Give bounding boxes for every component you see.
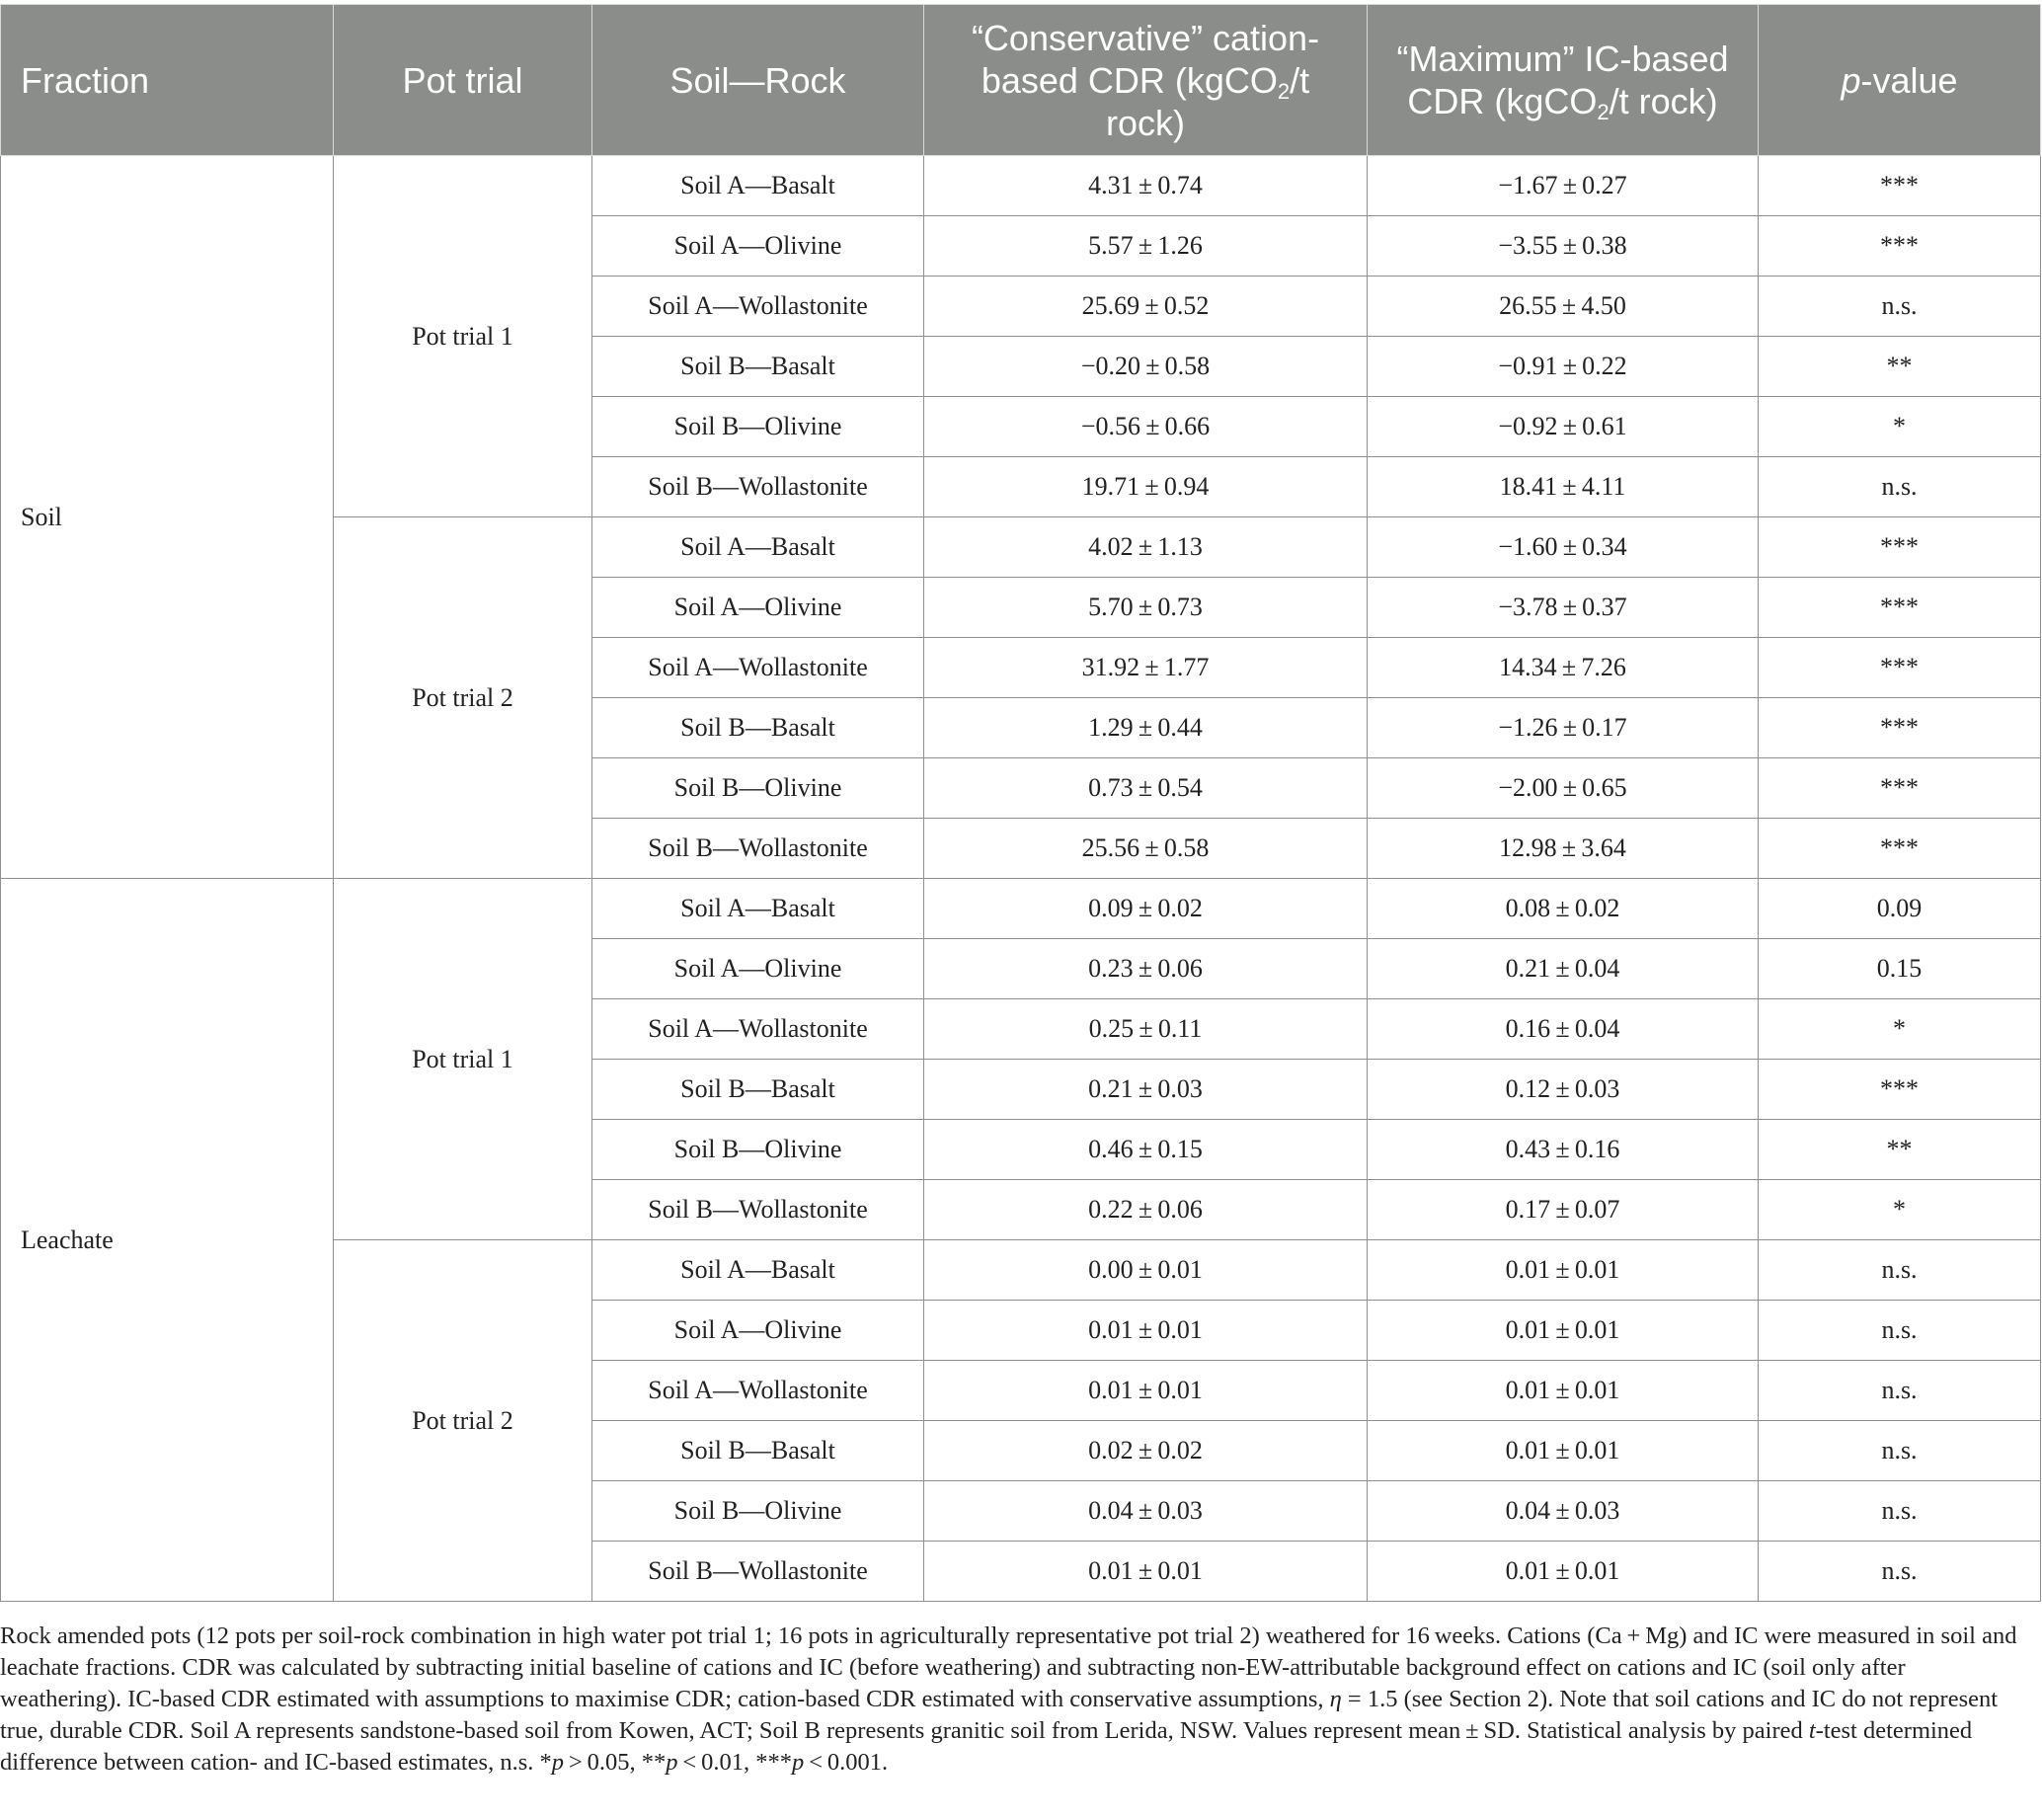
footnote-eta: η	[1329, 1686, 1342, 1712]
ic-cdr-cell: −0.91 ± 0.22	[1368, 337, 1759, 397]
p-value-cell: n.s.	[1759, 1542, 2041, 1602]
pot-trial-cell: Pot trial 2	[334, 517, 592, 879]
footnote-part5: < 0.01, ***	[677, 1749, 793, 1776]
p-value-cell: ***	[1759, 819, 2041, 879]
p-value-cell: n.s.	[1759, 457, 2041, 517]
soil-rock-cell: Soil B—Olivine	[592, 1120, 924, 1180]
soil-rock-cell: Soil A—Basalt	[592, 1240, 924, 1301]
soil-rock-cell: Soil A—Wollastonite	[592, 1361, 924, 1421]
ic-cdr-cell: 14.34 ± 7.26	[1368, 638, 1759, 698]
p-value-cell: ***	[1759, 758, 2041, 819]
cation-cdr-cell: 0.01 ± 0.01	[924, 1361, 1368, 1421]
cation-cdr-cell: 25.56 ± 0.58	[924, 819, 1368, 879]
soil-rock-cell: Soil A—Olivine	[592, 578, 924, 638]
ic-cdr-cell: 0.01 ± 0.01	[1368, 1301, 1759, 1361]
footnote-p3: p	[792, 1749, 805, 1776]
cation-cdr-cell: 0.25 ± 0.11	[924, 999, 1368, 1060]
table-header	[1, 5, 2041, 156]
ic-cdr-cell: −3.55 ± 0.38	[1368, 216, 1759, 277]
soil-rock-cell: Soil A—Wollastonite	[592, 638, 924, 698]
p-value-cell: ***	[1759, 216, 2041, 277]
soil-rock-cell: Soil A—Olivine	[592, 216, 924, 277]
ic-cdr-cell: 0.12 ± 0.03	[1368, 1060, 1759, 1120]
p-value-cell: **	[1759, 337, 2041, 397]
cation-cdr-cell: −0.20 ± 0.58	[924, 337, 1368, 397]
fraction-cell: Soil	[1, 156, 334, 879]
p-value-cell: ***	[1759, 578, 2041, 638]
ic-cdr-cell: 0.01 ± 0.01	[1368, 1542, 1759, 1602]
cation-cdr-cell: 19.71 ± 0.94	[924, 457, 1368, 517]
ic-cdr-cell: 0.43 ± 0.16	[1368, 1120, 1759, 1180]
soil-rock-cell: Soil B—Basalt	[592, 337, 924, 397]
soil-rock-cell: Soil A—Basalt	[592, 517, 924, 578]
footnote-part2: = 1.5 (see Section 2). Note that soil cations and IC do not represent true, durable CDR. Soil A represents sandstone-based soil from Kowen, ACT; Soil B represents granitic soil from Lerida, NSW. Values represent mean ± SD. Statistical analysis by paired	[0, 1686, 1999, 1744]
soil-rock-cell: Soil B—Wollastonite	[592, 457, 924, 517]
header-p-value	[1759, 5, 2041, 156]
pot-trial-cell: Pot trial 1	[334, 156, 592, 517]
footnote-p1: p	[551, 1749, 565, 1776]
soil-rock-cell: Soil B—Basalt	[592, 1421, 924, 1481]
soil-rock-cell: Soil A—Basalt	[592, 879, 924, 939]
soil-rock-cell: Soil B—Olivine	[592, 1481, 924, 1542]
footnote-t: t	[1808, 1717, 1816, 1744]
footnote-p2: p	[666, 1749, 678, 1776]
p-value-cell: n.s.	[1759, 1421, 2041, 1481]
table-container	[0, 4, 2040, 1602]
p-value-cell: **	[1759, 1120, 2041, 1180]
ic-cdr-cell: 26.55 ± 4.50	[1368, 277, 1759, 337]
table-row	[1, 879, 2041, 939]
ic-cdr-cell: 0.16 ± 0.04	[1368, 999, 1759, 1060]
p-value-cell: ***	[1759, 1060, 2041, 1120]
soil-rock-cell: Soil B—Basalt	[592, 698, 924, 758]
soil-rock-cell: Soil B—Wollastonite	[592, 819, 924, 879]
table-row	[1, 156, 2041, 216]
header-p-rest: -value	[1860, 59, 1958, 101]
cation-cdr-cell: 5.70 ± 0.73	[924, 578, 1368, 638]
table-footnote	[0, 1621, 2032, 1779]
cation-cdr-cell: −0.56 ± 0.66	[924, 397, 1368, 457]
cation-cdr-cell: 0.04 ± 0.03	[924, 1481, 1368, 1542]
ic-cdr-cell: 0.04 ± 0.03	[1368, 1481, 1759, 1542]
ic-cdr-cell: 12.98 ± 3.64	[1368, 819, 1759, 879]
p-value-cell: ***	[1759, 156, 2041, 216]
cation-cdr-cell: 0.02 ± 0.02	[924, 1421, 1368, 1481]
header-cation-pre: “Conservative” cation-based CDR (kgCO	[971, 17, 1320, 101]
soil-rock-cell: Soil B—Olivine	[592, 397, 924, 457]
cation-cdr-cell: 25.69 ± 0.52	[924, 277, 1368, 337]
p-value-cell: n.s.	[1759, 277, 2041, 337]
cation-cdr-cell: 4.31 ± 0.74	[924, 156, 1368, 216]
soil-rock-cell: Soil A—Wollastonite	[592, 999, 924, 1060]
soil-rock-cell: Soil B—Wollastonite	[592, 1542, 924, 1602]
header-row	[1, 5, 2041, 156]
ic-cdr-cell: 0.01 ± 0.01	[1368, 1421, 1759, 1481]
header-ic-pre: “Maximum” IC-based CDR (kgCO	[1396, 39, 1729, 121]
cation-cdr-cell: 0.23 ± 0.06	[924, 939, 1368, 999]
fraction-cell: Leachate	[1, 879, 334, 1602]
p-value-cell: 0.09	[1759, 879, 2041, 939]
ic-cdr-cell: −2.00 ± 0.65	[1368, 758, 1759, 819]
soil-rock-cell: Soil A—Olivine	[592, 939, 924, 999]
p-value-cell: 0.15	[1759, 939, 2041, 999]
ic-cdr-cell: −1.67 ± 0.27	[1368, 156, 1759, 216]
footnote-part1: Rock amended pots (12 pots per soil-rock combination in high water pot trial 1; 16 pots in agriculturally representative pot trial 2) weathered for 16 weeks. Cations (Ca + Mg) and IC were measured in soil and leachate fractions. CDR was calculated by subtracting initial baseline of cations and IC (before weathering) and subtracting non-EW-attributable background effect on cations and IC (soil only after weathering). IC-based CDR estimated with assumptions to maximise CDR; cation-based CDR estimated with conservative assumptions,	[0, 1622, 2017, 1712]
soil-rock-cell: Soil B—Wollastonite	[592, 1180, 924, 1240]
ic-cdr-cell: 0.17 ± 0.07	[1368, 1180, 1759, 1240]
footnote-part4: > 0.05, **	[564, 1749, 667, 1776]
soil-rock-cell: Soil A—Wollastonite	[592, 277, 924, 337]
pot-trial-cell: Pot trial 2	[334, 1240, 592, 1602]
cation-cdr-cell: 0.00 ± 0.01	[924, 1240, 1368, 1301]
soil-rock-cell: Soil B—Olivine	[592, 758, 924, 819]
ic-cdr-cell: 0.01 ± 0.01	[1368, 1361, 1759, 1421]
cation-cdr-cell: 5.57 ± 1.26	[924, 216, 1368, 277]
cation-cdr-cell: 0.01 ± 0.01	[924, 1542, 1368, 1602]
header-soil-rock: Soil—Rock	[592, 5, 924, 156]
p-value-cell: *	[1759, 1180, 2041, 1240]
soil-rock-cell: Soil B—Basalt	[592, 1060, 924, 1120]
pot-trial-cell: Pot trial 1	[334, 879, 592, 1240]
header-pot-trial: Pot trial	[334, 5, 592, 156]
p-value-cell: *	[1759, 999, 2041, 1060]
cation-cdr-cell: 0.01 ± 0.01	[924, 1301, 1368, 1361]
ic-cdr-cell: 0.01 ± 0.01	[1368, 1240, 1759, 1301]
table-body	[1, 156, 2041, 1602]
cation-cdr-cell: 31.92 ± 1.77	[924, 638, 1368, 698]
cation-cdr-cell: 0.09 ± 0.02	[924, 879, 1368, 939]
soil-rock-cell: Soil A—Basalt	[592, 156, 924, 216]
p-value-cell: *	[1759, 397, 2041, 457]
header-p-italic: p	[1841, 59, 1861, 101]
cation-cdr-cell: 0.22 ± 0.06	[924, 1180, 1368, 1240]
p-value-cell: ***	[1759, 517, 2041, 578]
ic-cdr-cell: −0.92 ± 0.61	[1368, 397, 1759, 457]
footnote-part3: -test determined difference between cation- and IC-based estimates, n.s. *	[0, 1717, 1973, 1776]
cation-cdr-cell: 4.02 ± 1.13	[924, 517, 1368, 578]
cation-cdr-cell: 0.46 ± 0.15	[924, 1120, 1368, 1180]
ic-cdr-cell: 0.21 ± 0.04	[1368, 939, 1759, 999]
soil-rock-cell: Soil A—Olivine	[592, 1301, 924, 1361]
p-value-cell: n.s.	[1759, 1240, 2041, 1301]
p-value-cell: n.s.	[1759, 1481, 2041, 1542]
header-cation-post: /t rock)	[1106, 59, 1310, 143]
p-value-cell: ***	[1759, 698, 2041, 758]
ic-cdr-cell: 0.08 ± 0.02	[1368, 879, 1759, 939]
ic-cdr-cell: −3.78 ± 0.37	[1368, 578, 1759, 638]
ic-cdr-cell: −1.60 ± 0.34	[1368, 517, 1759, 578]
ic-cdr-cell: −1.26 ± 0.17	[1368, 698, 1759, 758]
cation-cdr-cell: 0.73 ± 0.54	[924, 758, 1368, 819]
header-fraction: Fraction	[1, 5, 334, 156]
cdr-table	[0, 4, 2041, 1602]
header-cation-cdr	[924, 5, 1368, 156]
p-value-cell: n.s.	[1759, 1301, 2041, 1361]
p-value-cell: n.s.	[1759, 1361, 2041, 1421]
ic-cdr-cell: 18.41 ± 4.11	[1368, 457, 1759, 517]
header-ic-cdr	[1368, 5, 1759, 156]
cation-cdr-cell: 0.21 ± 0.03	[924, 1060, 1368, 1120]
header-cation-sub: 2	[1277, 78, 1291, 104]
footnote-part6: < 0.001.	[804, 1749, 889, 1776]
p-value-cell: ***	[1759, 638, 2041, 698]
cation-cdr-cell: 1.29 ± 0.44	[924, 698, 1368, 758]
header-ic-post: /t rock)	[1609, 81, 1718, 121]
header-ic-sub: 2	[1597, 100, 1610, 124]
